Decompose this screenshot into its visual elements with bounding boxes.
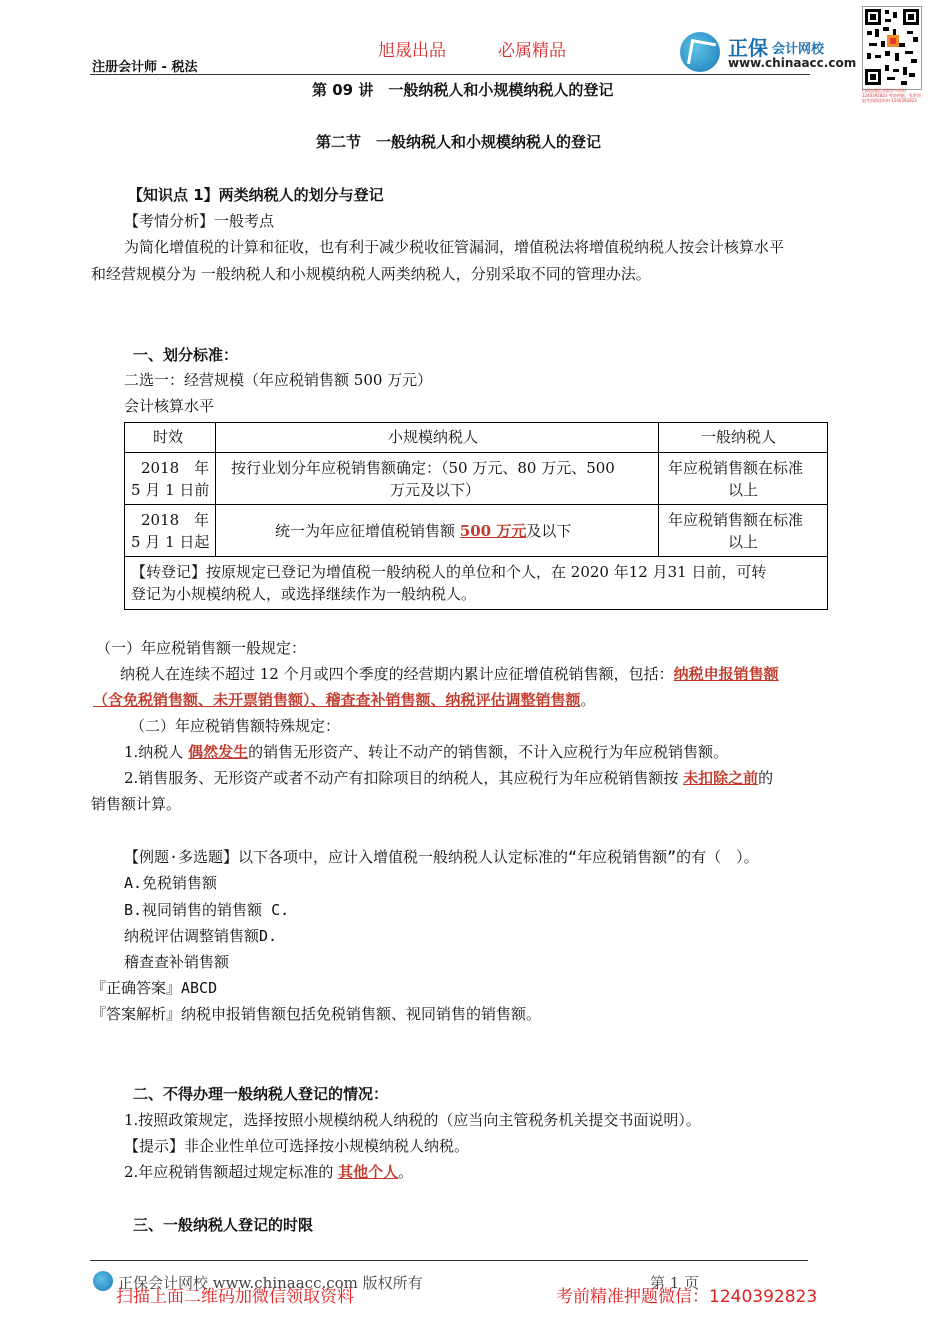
row1-small-line2: 万元及以下） <box>390 481 481 499</box>
row1-general-line1: 年应税销售额在标准 <box>668 459 804 477</box>
row1-general-line2: 以上 <box>728 481 759 499</box>
row1-small-line1: 按行业划分年应税销售额确定：（50 万元、80 万元、500 <box>231 459 615 477</box>
part1-line-1: 二选一：经营规模（年应税销售额 500 万元） <box>124 371 433 389</box>
general-rule-text: 纳税人在连续不超过 12 个月或四个季度的经营期内累计应征增值税销售额，包括：纳税申报销售额 <box>120 665 779 683</box>
example-analysis: 『答案解析』纳税申报销售额包括免税销售额、视同销售的销售额。 <box>91 1005 542 1023</box>
row2-general-line2: 以上 <box>728 533 759 551</box>
classification-table <box>124 422 828 610</box>
row2-general-line1: 年应税销售额在标准 <box>668 511 804 529</box>
table-header-general: 一般纳税人 <box>701 428 777 446</box>
example-option-cd: 纳税评估调整销售额D. <box>124 927 278 945</box>
transfer-note-line1: 【转登记】按原规定已登记为增值税一般纳税人的单位和个人，在 2020 年12 月31 日前，可转 <box>131 563 767 581</box>
row2-time-line2: 5 月 1 日起 <box>131 533 210 551</box>
footer-page-number: 第 1 页 <box>650 1274 700 1292</box>
footer-divider <box>90 1260 808 1261</box>
example-question: 【例题·多选题】以下各项中，应计入增值税一般纳税人认定标准的“年应税销售额”的有（ ）。 <box>124 848 759 866</box>
qr-code-icon <box>862 6 922 90</box>
example-answer: 『正确答案』ABCD <box>91 979 218 997</box>
section-title: 第二节 一般纳税人和小规模纳税人的登记 <box>316 133 602 151</box>
row1-time-line1: 2018 年 <box>141 459 210 477</box>
part3-heading: 三、一般纳税人登记的时限 <box>133 1216 314 1234</box>
row2-small-highlight: 500 万元 <box>459 522 527 540</box>
special-rule-2: 2.销售服务、无形资产或者不动产有扣除项目的纳税人，其应税行为年应税销售额按 未扣除之前的 <box>124 769 774 787</box>
example-option-bc: B.视同销售的销售额 C. <box>124 901 290 919</box>
course-name: 注册会计师 - 税法 <box>92 60 198 75</box>
general-rule-highlight-2: （含免税销售额、未开票销售额）、稽查查补销售额、纳税评估调整销售额 <box>93 691 581 709</box>
special-rule-1-highlight: 偶然发生 <box>188 743 249 761</box>
part2-heading: 二、不得办理一般纳税人登记的情况： <box>133 1085 389 1103</box>
part1-line-2: 会计核算水平 <box>124 397 215 415</box>
general-rule-heading: （一）年应税销售额一般规定： <box>96 639 307 657</box>
slogan-right: 必属精品 <box>498 41 566 61</box>
table-header-time: 时效 <box>153 428 184 446</box>
part2-item-1: 1.按照政策规定，选择按照小规模纳税人纳税的（应当向主管税务机关提交书面说明）。 <box>124 1111 701 1129</box>
special-rule-2-line2: 销售额计算。 <box>91 795 182 813</box>
logo-subtitle: 会计网校 <box>772 42 825 57</box>
exam-analysis: 【考情分析】一般考点 <box>124 212 275 230</box>
knowledge-heading: 【知识点 1】两类纳税人的划分与登记 <box>128 186 384 204</box>
table-header-small: 小规模纳税人 <box>388 428 479 446</box>
intro-line-2: 和经营规模分为 一般纳税人和小规模纳税人两类纳税人，分别采取不同的管理办法。 <box>91 265 651 283</box>
row2-time-line1: 2018 年 <box>141 511 210 529</box>
special-rule-1: 1.纳税人 偶然发生的销售无形资产、转让不动产的销售额，不计入应税行为年应税销售额。 <box>124 743 729 761</box>
qr-caption: 扫码加微信获取更多资料 1240392823 考前押题，免费领取考前精选资料 1240392823 <box>862 88 921 103</box>
part1-heading: 一、划分标准： <box>133 346 239 364</box>
lecture-title: 第 09 讲 一般纳税人和小规模纳税人的登记 <box>312 81 614 99</box>
transfer-note-line2: 登记为小规模纳税人，或选择继续作为一般纳税人。 <box>131 585 477 603</box>
part2-tip: 【提示】非企业性单位可选择按小规模纳税人纳税。 <box>124 1137 470 1155</box>
special-rule-heading: （二）年应税销售额特殊规定： <box>130 717 341 735</box>
slogan-left: 旭晟出品 <box>378 41 446 61</box>
logo-url: www.chinaacc.com <box>728 56 857 70</box>
brand-logo <box>680 30 860 74</box>
header-divider <box>90 74 810 75</box>
row2-small-text: 统一为年应征增值税销售额 500 万元及以下 <box>275 522 572 540</box>
logo-emblem-icon <box>680 32 720 72</box>
footer-logo-icon <box>93 1271 113 1291</box>
intro-line-1: 为简化增值税的计算和征收，也有利于减少税收征管漏洞，增值税法将增值税纳税人按会计核算水平 <box>124 238 785 256</box>
row1-time-line2: 5 月 1 日前 <box>131 481 210 499</box>
part2-item-2-highlight: 其他个人 <box>338 1163 399 1181</box>
example-option-d: 稽查查补销售额 <box>124 953 230 971</box>
footer-copyright: 正保会计网校 www.chinaacc.com 版权所有 <box>118 1274 423 1292</box>
part2-item-2: 2.年应税销售额超过规定标准的 其他个人。 <box>124 1163 414 1181</box>
logo-name: 正保 <box>728 36 768 60</box>
special-rule-2-highlight: 未扣除之前 <box>683 769 759 787</box>
promo-right: 考前精准押题微信：1240392823 <box>556 1287 818 1307</box>
example-option-a: A.免税销售额 <box>124 874 218 892</box>
general-rule-highlight-1: 纳税申报销售额 <box>673 665 779 683</box>
general-rule-text-2: （含免税销售额、未开票销售额）、稽查查补销售额、纳税评估调整销售额。 <box>93 691 596 709</box>
promo-left: 扫描上面二维码加微信领取资料 <box>116 1287 354 1307</box>
